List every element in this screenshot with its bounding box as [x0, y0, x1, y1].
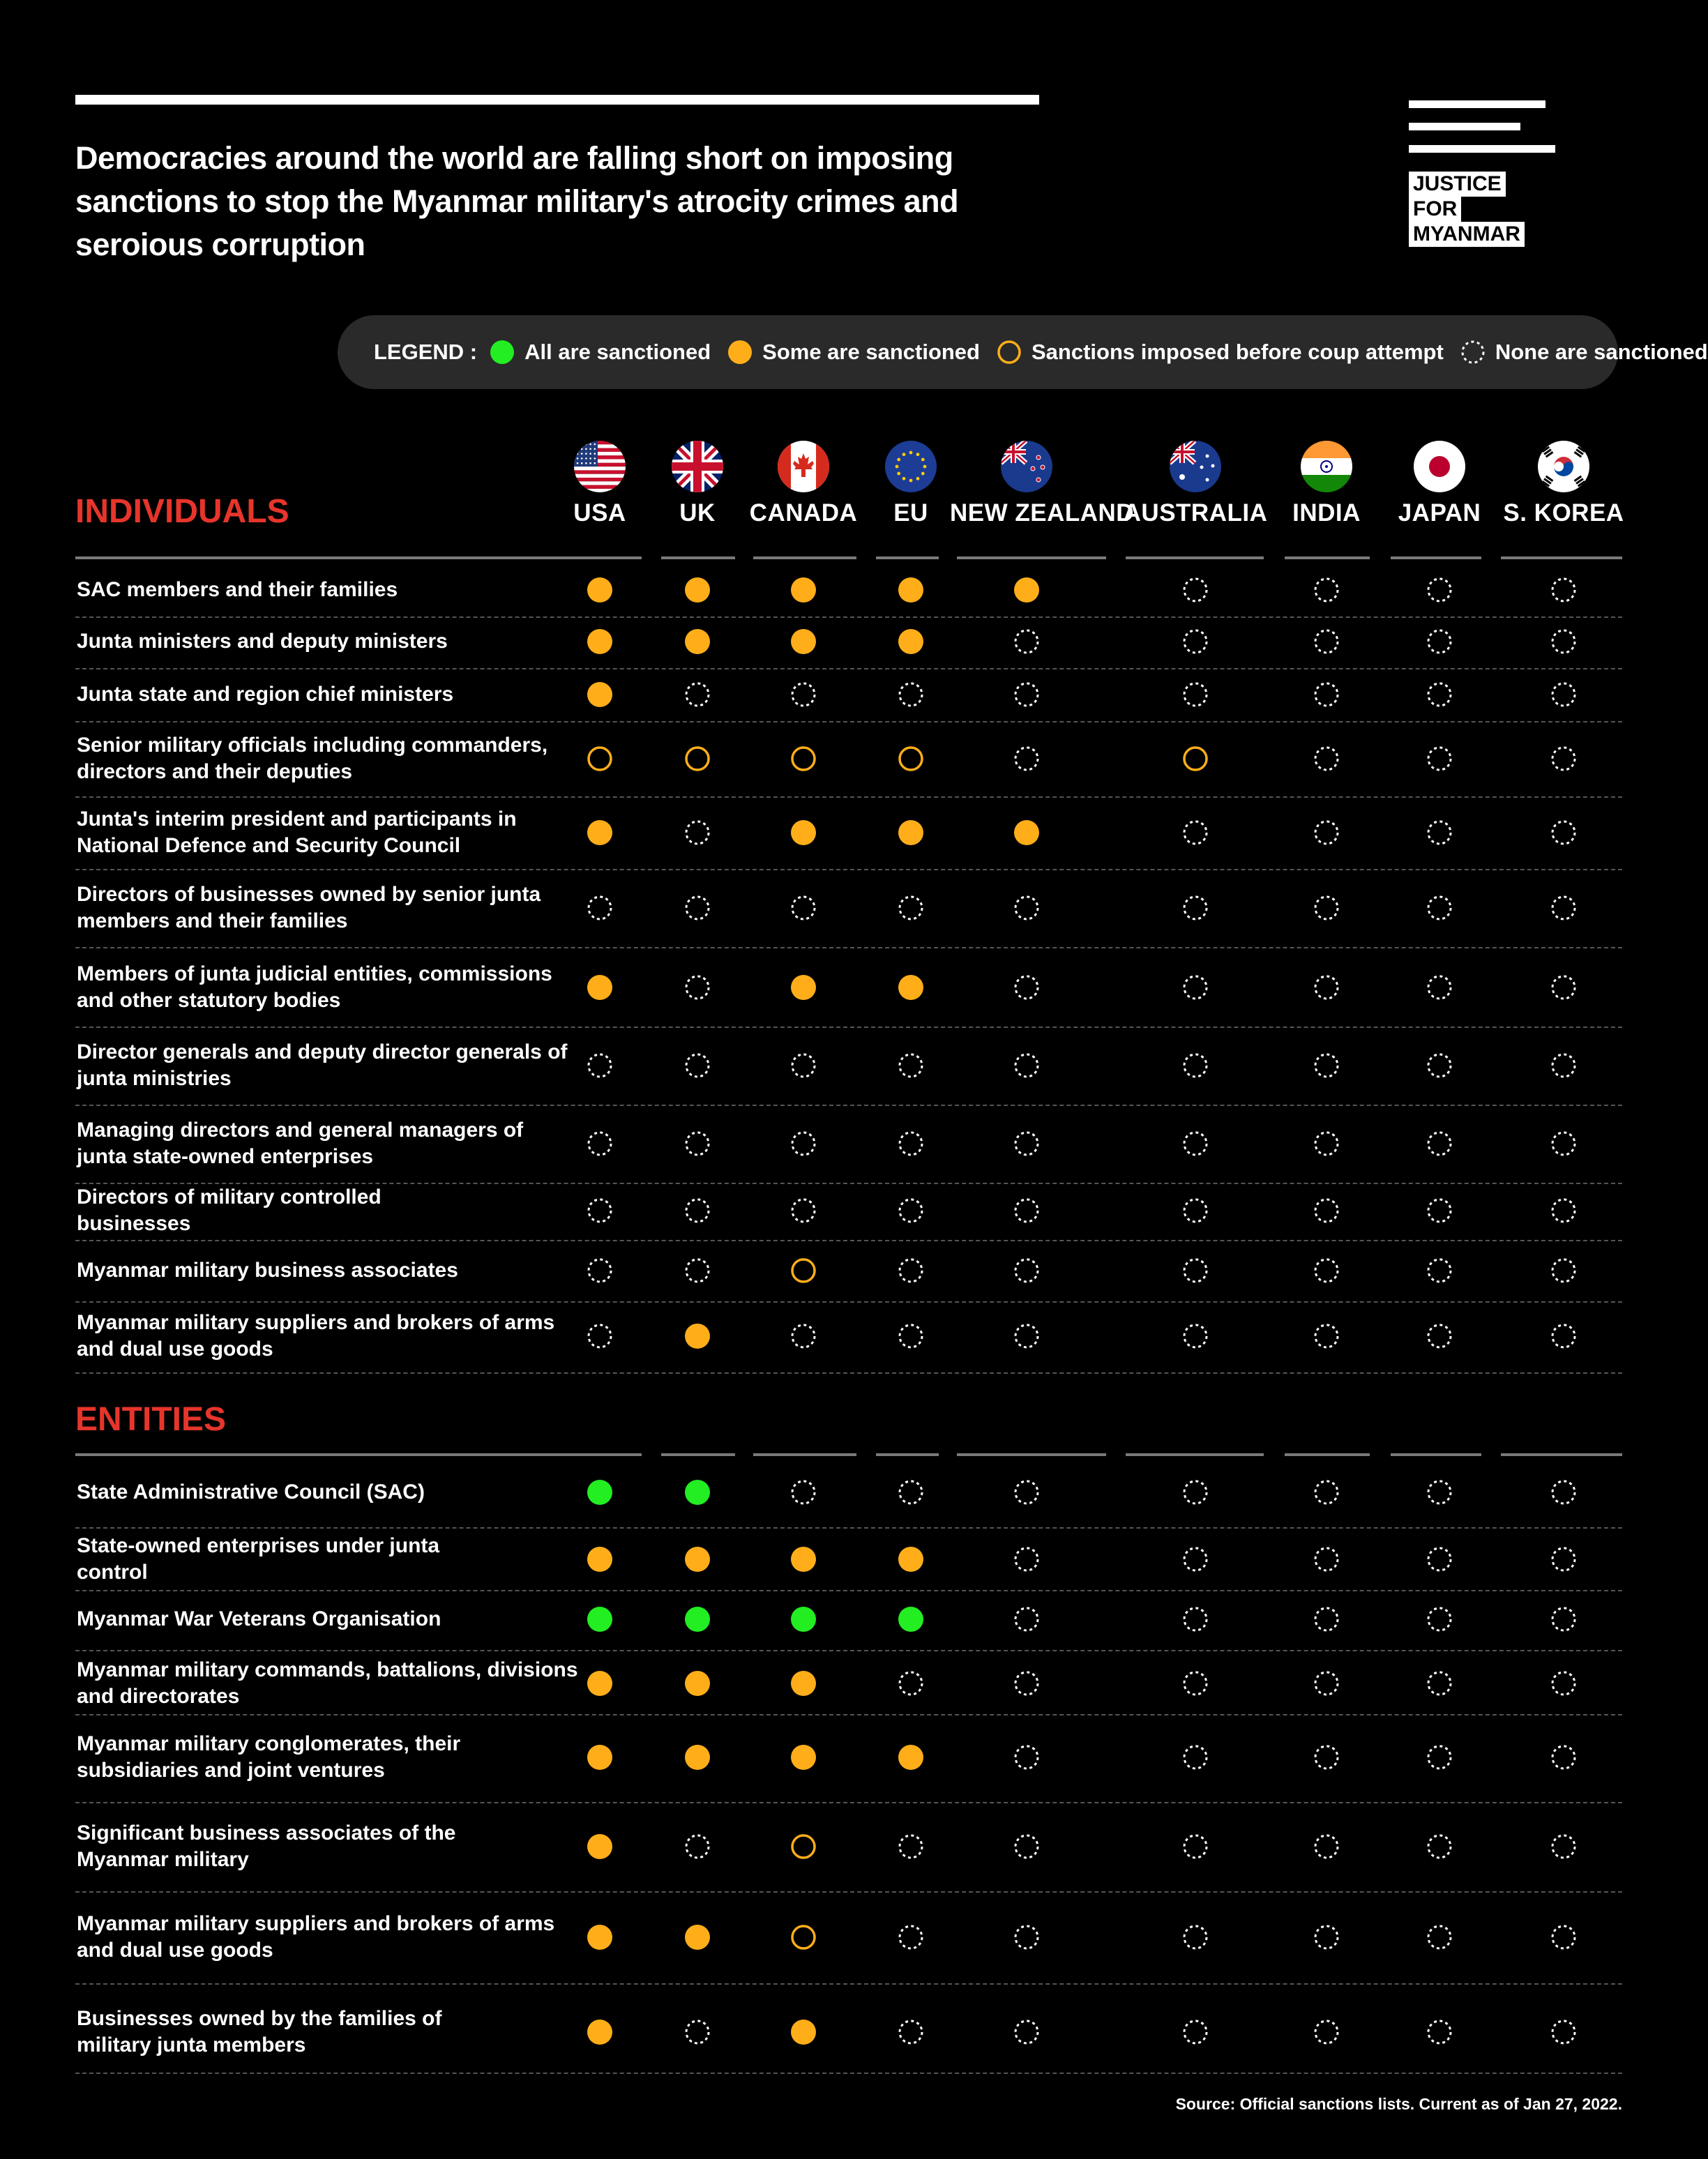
status-dot-none [1181, 2018, 1209, 2046]
status-dot-some [683, 1669, 711, 1697]
status-dot-none [789, 1052, 817, 1080]
status-dot-none [586, 1257, 614, 1285]
status-dot-none [1181, 1669, 1209, 1697]
status-dot-none [1550, 745, 1578, 773]
column-header-label: CANADA [749, 499, 858, 527]
status-dot-all [789, 1605, 817, 1633]
status-dot-none [1181, 894, 1209, 922]
south-korea-flag-icon [1487, 441, 1640, 492]
status-dot-some [1013, 819, 1041, 847]
status-dot-some [586, 2018, 614, 2046]
header-rule [957, 1453, 1106, 1456]
status-dot-none [1426, 1197, 1453, 1225]
row-separator [75, 947, 1622, 948]
row-separator [75, 796, 1622, 798]
column-header-label: AUSTRALIA [1123, 499, 1268, 527]
status-dot-some [586, 628, 614, 656]
status-dot-none [1313, 1130, 1340, 1158]
status-dot-none [1181, 1197, 1209, 1225]
header-rule [1391, 1453, 1481, 1456]
section-title-entities: ENTITIES [75, 1401, 227, 1438]
status-dot-none [1426, 974, 1453, 1001]
status-dot-none [1550, 1130, 1578, 1158]
row-separator [75, 1527, 1622, 1529]
column-header-label: NEW ZEALAND [950, 499, 1135, 527]
status-dot-none [1550, 1923, 1578, 1951]
status-dot-none [1426, 1478, 1453, 1506]
status-dot-none [1426, 745, 1453, 773]
status-dot-none [1313, 1923, 1340, 1951]
status-dot-none [1313, 1833, 1340, 1861]
status-dot-none [1013, 1322, 1041, 1350]
all-sanctioned-icon [490, 340, 515, 365]
row-separator [75, 1983, 1622, 1985]
status-dot-none [683, 681, 711, 709]
pre-coup-sanction-icon [997, 340, 1022, 365]
status-dot-none [1550, 628, 1578, 656]
status-dot-none [1013, 1669, 1041, 1697]
status-dot-all [683, 1478, 711, 1506]
status-dot-none [1013, 1923, 1041, 1951]
status-dot-none [1313, 1052, 1340, 1080]
status-dot-pre [789, 1257, 817, 1285]
status-dot-none [789, 681, 817, 709]
status-dot-all [586, 1605, 614, 1633]
status-dot-none [897, 1478, 925, 1506]
status-dot-none [1013, 1478, 1041, 1506]
legend-item-none: None are sanctioned [1460, 340, 1708, 365]
status-dot-some [683, 1923, 711, 1951]
status-dot-none [1181, 628, 1209, 656]
status-dot-none [1013, 974, 1041, 1001]
row-label: Myanmar military business associates [77, 1259, 458, 1282]
status-dot-some [789, 819, 817, 847]
status-dot-none [897, 1923, 925, 1951]
column-header-label: JAPAN [1398, 499, 1481, 527]
column-header-label: EU [893, 499, 928, 527]
status-dot-pre [789, 1833, 817, 1861]
status-dot-none [897, 894, 925, 922]
row-label: Senior military officials including commanders, directors and their deputies [77, 734, 548, 783]
status-dot-none [1013, 894, 1041, 922]
header-rule [1126, 556, 1264, 559]
status-dot-none [897, 1833, 925, 1861]
status-dot-none [1426, 1257, 1453, 1285]
header-rule [876, 1453, 939, 1456]
status-dot-none [1313, 745, 1340, 773]
status-dot-none [1550, 576, 1578, 604]
status-dot-none [1550, 974, 1578, 1001]
status-dot-some [789, 576, 817, 604]
status-dot-none [1426, 1743, 1453, 1771]
legend [338, 315, 1708, 389]
header-rule [1285, 1453, 1370, 1456]
status-dot-none [586, 894, 614, 922]
status-dot-none [586, 1130, 614, 1158]
status-dot-none [1550, 1322, 1578, 1350]
status-dot-none [1013, 2018, 1041, 2046]
status-dot-none [586, 1322, 614, 1350]
status-dot-none [1313, 1197, 1340, 1225]
status-dot-some [897, 576, 925, 604]
row-label: Junta's interim president and participants in National Defence and Security Council [77, 808, 517, 857]
status-dot-all [683, 1605, 711, 1633]
status-dot-none [1426, 1322, 1453, 1350]
row-label: Directors of businesses owned by senior junta members and their families [77, 883, 541, 932]
status-dot-none [1550, 1545, 1578, 1573]
row-label: Managing directors and general managers of junta state-owned enterprises [77, 1119, 524, 1168]
status-dot-some [586, 974, 614, 1001]
status-dot-none [1550, 819, 1578, 847]
status-dot-none [1181, 1052, 1209, 1080]
row-separator [75, 1714, 1622, 1715]
status-dot-some [586, 1669, 614, 1697]
status-dot-none [1313, 628, 1340, 656]
status-dot-none [1550, 1605, 1578, 1633]
status-dot-none [897, 1257, 925, 1285]
new-zealand-flag-icon [950, 441, 1103, 492]
status-dot-none [897, 681, 925, 709]
status-dot-some [586, 1833, 614, 1861]
header-rule [661, 1453, 735, 1456]
status-dot-none [1181, 1743, 1209, 1771]
legend-item-some: Some are sanctioned [727, 340, 980, 365]
header-rule [1501, 1453, 1622, 1456]
top-rule [75, 95, 1039, 105]
status-dot-none [1550, 2018, 1578, 2046]
status-dot-some [789, 1743, 817, 1771]
status-dot-none [897, 1197, 925, 1225]
status-dot-some [586, 819, 614, 847]
status-dot-none [1013, 745, 1041, 773]
status-dot-some [586, 576, 614, 604]
none-sanctioned-icon [1460, 340, 1486, 365]
status-dot-none [1426, 1605, 1453, 1633]
row-label: Myanmar military commands, battalions, divisions and directorates [77, 1658, 578, 1708]
row-separator [75, 2073, 1622, 2074]
status-dot-none [1013, 1605, 1041, 1633]
status-dot-none [1426, 628, 1453, 656]
status-dot-none [1181, 576, 1209, 604]
status-dot-none [683, 819, 711, 847]
status-dot-pre [789, 745, 817, 773]
status-dot-none [1313, 894, 1340, 922]
status-dot-some [897, 1743, 925, 1771]
row-label: Members of junta judicial entities, commissions and other statutory bodies [77, 962, 552, 1012]
status-dot-none [1426, 819, 1453, 847]
row-label: Junta state and region chief ministers [77, 683, 454, 706]
status-dot-some [897, 628, 925, 656]
status-dot-none [1313, 1605, 1340, 1633]
column-header-australia [1119, 441, 1272, 527]
column-header-s-korea [1487, 441, 1640, 527]
status-dot-none [1181, 974, 1209, 1001]
status-dot-none [1313, 1257, 1340, 1285]
status-dot-none [1550, 1669, 1578, 1697]
row-label: Significant business associates of the Myanmar military [77, 1821, 456, 1871]
header-rule [75, 1453, 642, 1456]
status-dot-none [586, 1197, 614, 1225]
header-rule [661, 556, 735, 559]
status-dot-all [897, 1605, 925, 1633]
status-dot-none [1313, 819, 1340, 847]
status-dot-none [1550, 894, 1578, 922]
status-dot-none [1550, 1197, 1578, 1225]
row-separator [75, 1301, 1622, 1303]
status-dot-some [586, 1923, 614, 1951]
status-dot-some [1013, 576, 1041, 604]
status-dot-some [897, 819, 925, 847]
status-dot-none [683, 894, 711, 922]
status-dot-none [1181, 1322, 1209, 1350]
status-dot-none [1013, 681, 1041, 709]
row-separator [75, 1372, 1622, 1374]
status-dot-none [897, 1130, 925, 1158]
row-label: Myanmar military suppliers and brokers of arms and dual use goods [77, 1311, 555, 1361]
status-dot-some [683, 628, 711, 656]
status-dot-some [683, 576, 711, 604]
header-rule [75, 556, 642, 559]
column-header-label: UK [679, 499, 716, 527]
page-title: Democracies around the world are falling short on imposing sanctions to stop the Myanmar military's atrocity crimes and seroious corruption [75, 140, 959, 262]
status-dot-some [789, 628, 817, 656]
status-dot-pre [1181, 745, 1209, 773]
section-title-individuals: INDIVIDUALS [75, 493, 289, 530]
status-dot-none [897, 2018, 925, 2046]
status-dot-some [683, 1322, 711, 1350]
status-dot-none [1426, 2018, 1453, 2046]
header-rule [753, 556, 856, 559]
legend-item-all: All are sanctioned [490, 340, 711, 365]
australia-flag-icon [1119, 441, 1272, 492]
status-dot-none [1550, 1478, 1578, 1506]
row-separator [75, 668, 1622, 669]
status-dot-none [1013, 1257, 1041, 1285]
row-label: State-owned enterprises under junta control [77, 1534, 440, 1584]
status-dot-none [683, 1130, 711, 1158]
row-separator [75, 1650, 1622, 1651]
status-dot-none [1426, 1130, 1453, 1158]
status-dot-some [586, 681, 614, 709]
status-dot-none [1181, 1605, 1209, 1633]
column-header-label: USA [573, 499, 626, 527]
status-dot-none [683, 1197, 711, 1225]
status-dot-none [1181, 1545, 1209, 1573]
status-dot-none [1181, 1478, 1209, 1506]
status-dot-none [1550, 1257, 1578, 1285]
status-dot-some [683, 1545, 711, 1573]
status-dot-none [1013, 1833, 1041, 1861]
header-rule [1391, 556, 1481, 559]
column-header-label: S. KOREA [1503, 499, 1624, 527]
row-separator [75, 1590, 1622, 1591]
row-label: State Administrative Council (SAC) [77, 1480, 425, 1503]
row-separator [75, 721, 1622, 722]
status-dot-some [897, 1545, 925, 1573]
status-dot-none [789, 1130, 817, 1158]
status-dot-all [586, 1478, 614, 1506]
some-sanctioned-icon [727, 340, 753, 365]
status-dot-none [1181, 1833, 1209, 1861]
status-dot-none [897, 1322, 925, 1350]
legend-label: LEGEND : [374, 340, 478, 364]
status-dot-none [1426, 1833, 1453, 1861]
status-dot-none [1013, 1545, 1041, 1573]
status-dot-none [1426, 1545, 1453, 1573]
justice-for-myanmar-logo: JUSTICE FOR MYANMAR [1409, 98, 1555, 248]
header-rule [1501, 556, 1622, 559]
status-dot-none [897, 1669, 925, 1697]
row-label: Myanmar military conglomerates, their subsidiaries and joint ventures [77, 1732, 461, 1782]
row-separator [75, 1105, 1622, 1106]
status-dot-none [1013, 1197, 1041, 1225]
status-dot-some [789, 2018, 817, 2046]
row-label: Myanmar military suppliers and brokers of arms and dual use goods [77, 1912, 555, 1962]
status-dot-none [897, 1052, 925, 1080]
header-rule [1126, 1453, 1264, 1456]
header-rule [957, 556, 1106, 559]
status-dot-none [1181, 819, 1209, 847]
row-label: Directors of military controlled businesses [77, 1185, 381, 1235]
status-dot-pre [683, 745, 711, 773]
status-dot-none [1426, 576, 1453, 604]
legend-item-pre: Sanctions imposed before coup attempt [997, 340, 1444, 365]
status-dot-some [683, 1743, 711, 1771]
status-dot-none [1550, 1052, 1578, 1080]
status-dot-none [683, 1833, 711, 1861]
header-rule [753, 1453, 856, 1456]
status-dot-none [683, 2018, 711, 2046]
status-dot-none [1313, 1743, 1340, 1771]
status-dot-some [897, 974, 925, 1001]
status-dot-some [789, 1545, 817, 1573]
status-dot-some [789, 974, 817, 1001]
header-rule [876, 556, 939, 559]
status-dot-pre [897, 745, 925, 773]
row-separator [75, 869, 1622, 870]
source-note: Source: Official sanctions lists. Current as of Jan 27, 2022. [1175, 2095, 1622, 2113]
column-header-label: INDIA [1292, 499, 1361, 527]
row-separator [75, 616, 1622, 618]
row-separator [75, 1891, 1622, 1893]
status-dot-none [1313, 1322, 1340, 1350]
status-dot-some [789, 1669, 817, 1697]
status-dot-none [1181, 681, 1209, 709]
status-dot-none [789, 894, 817, 922]
status-dot-none [1426, 1052, 1453, 1080]
status-dot-none [1313, 2018, 1340, 2046]
column-header-new-zealand [950, 441, 1135, 527]
status-dot-none [1426, 1669, 1453, 1697]
row-label: Director generals and deputy director generals of junta ministries [77, 1040, 568, 1090]
status-dot-none [789, 1322, 817, 1350]
status-dot-none [1181, 1923, 1209, 1951]
row-label: SAC members and their families [77, 578, 398, 601]
status-dot-some [586, 1743, 614, 1771]
status-dot-none [1313, 1478, 1340, 1506]
status-dot-none [1550, 1743, 1578, 1771]
status-dot-none [789, 1197, 817, 1225]
status-dot-none [789, 1478, 817, 1506]
row-separator [75, 1027, 1622, 1028]
status-dot-none [1550, 1833, 1578, 1861]
status-dot-none [1181, 1130, 1209, 1158]
status-dot-none [586, 1052, 614, 1080]
status-dot-none [683, 974, 711, 1001]
status-dot-none [1313, 1669, 1340, 1697]
row-label: Myanmar War Veterans Organisation [77, 1607, 441, 1630]
status-dot-pre [789, 1923, 817, 1951]
row-separator [75, 1802, 1622, 1803]
status-dot-none [1013, 1052, 1041, 1080]
row-label: Junta ministers and deputy ministers [77, 630, 448, 653]
status-dot-none [1426, 894, 1453, 922]
status-dot-none [1313, 576, 1340, 604]
status-dot-none [683, 1052, 711, 1080]
status-dot-none [1013, 1743, 1041, 1771]
status-dot-none [1013, 628, 1041, 656]
status-dot-none [1313, 974, 1340, 1001]
status-dot-none [1550, 681, 1578, 709]
row-separator [75, 1240, 1622, 1241]
header-rule [1285, 556, 1370, 559]
status-dot-none [1426, 1923, 1453, 1951]
status-dot-none [683, 1257, 711, 1285]
status-dot-none [1313, 681, 1340, 709]
status-dot-some [586, 1545, 614, 1573]
status-dot-none [1181, 1257, 1209, 1285]
row-label: Businesses owned by the families of military junta members [77, 2007, 442, 2056]
status-dot-none [1426, 681, 1453, 709]
status-dot-none [1013, 1130, 1041, 1158]
status-dot-none [1313, 1545, 1340, 1573]
status-dot-pre [586, 745, 614, 773]
